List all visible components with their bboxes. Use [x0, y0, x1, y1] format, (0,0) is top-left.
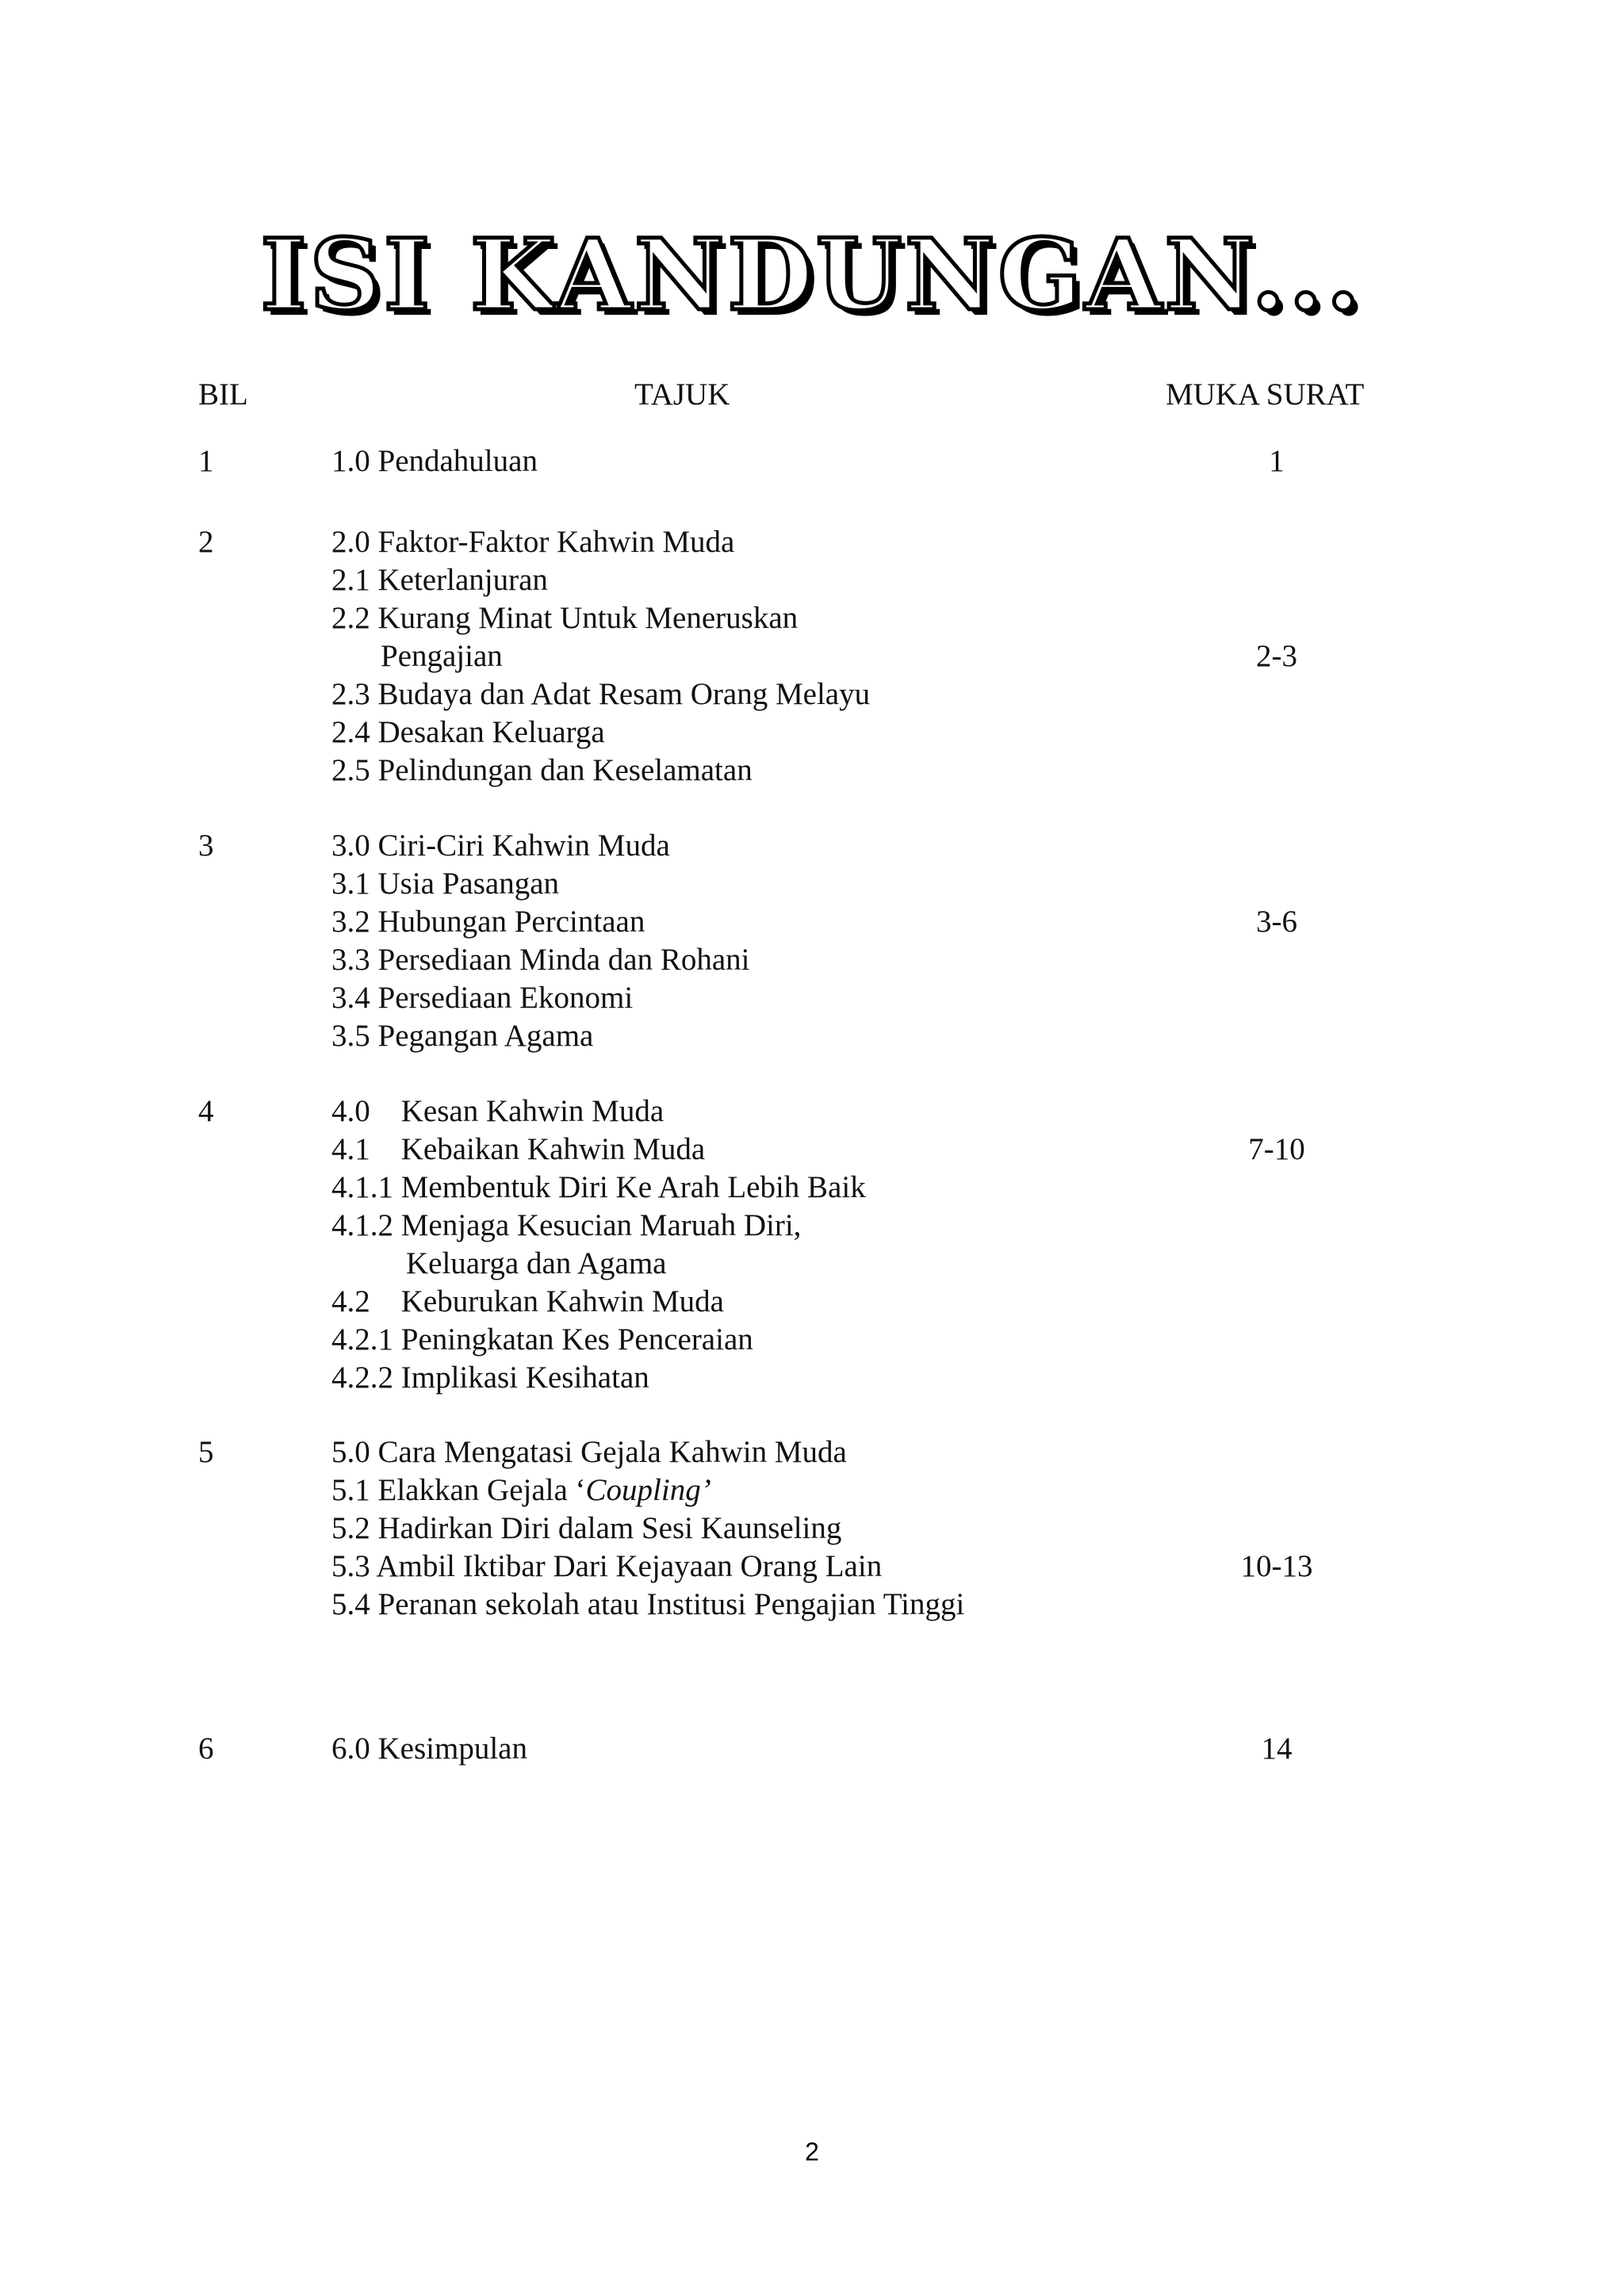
toc-bil-1: 1 [198, 444, 214, 478]
toc-page-3: 3-6 [1256, 905, 1297, 939]
toc-entry-4-0: 4.0 Kesan Kahwin Muda [331, 1094, 665, 1128]
toc-page-2: 2-3 [1256, 639, 1297, 673]
toc-entry-5-3: 5.3 Ambil Iktibar Dari Kejayaan Orang Lain [331, 1549, 883, 1583]
toc-entry-2-2: 2.2 Kurang Minat Untuk Meneruskan [331, 601, 799, 635]
toc-entry-4-1-2-cont: Keluarga dan Agama [406, 1246, 667, 1280]
toc-entry-3-5: 3.5 Pegangan Agama [331, 1019, 594, 1053]
toc-bil-2: 2 [198, 525, 214, 559]
toc-page-5: 10-13 [1240, 1549, 1313, 1583]
page-title: ISI KANDUNGAN... [260, 218, 1364, 333]
toc-page-6: 14 [1261, 1732, 1293, 1766]
toc-page-1: 1 [1269, 444, 1285, 478]
toc-entry-4-1-2: 4.1.2 Menjaga Kesucian Maruah Diri, [331, 1208, 802, 1242]
toc-entry-5-1-italic: Coupling’ [585, 1473, 711, 1507]
toc-entry-5-0: 5.0 Cara Mengatasi Gejala Kahwin Muda [331, 1435, 847, 1469]
toc-bil-6: 6 [198, 1732, 214, 1766]
toc-entry-2-2-cont: Pengajian [381, 639, 503, 673]
toc-entry-3-4: 3.4 Persediaan Ekonomi [331, 981, 634, 1015]
toc-entry-3-2: 3.2 Hubungan Percintaan [331, 905, 645, 939]
toc-bil-5: 5 [198, 1435, 214, 1469]
toc-entry-5-4: 5.4 Peranan sekolah atau Institusi Pengajian Tinggi [331, 1587, 965, 1621]
toc-entry-1-0: 1.0 Pendahuluan [331, 444, 538, 478]
toc-page-4: 7-10 [1248, 1132, 1305, 1166]
toc-bil-4: 4 [198, 1094, 214, 1128]
toc-entry-4-1: 4.1 Kebaikan Kahwin Muda [331, 1132, 706, 1166]
toc-entry-4-2: 4.2 Keburukan Kahwin Muda [331, 1284, 724, 1318]
header-bil: BIL [198, 377, 248, 411]
toc-entry-5-1 [331, 1471, 711, 1510]
toc-entry-3-1: 3.1 Usia Pasangan [331, 867, 560, 901]
toc-entry-4-2-2: 4.2.2 Implikasi Kesihatan [331, 1360, 649, 1395]
toc-entry-6-0: 6.0 Kesimpulan [331, 1732, 527, 1766]
toc-entry-3-0: 3.0 Ciri-Ciri Kahwin Muda [331, 828, 670, 863]
toc-entry-2-0: 2.0 Faktor-Faktor Kahwin Muda [331, 525, 735, 559]
toc-entry-2-5: 2.5 Pelindungan dan Keselamatan [331, 753, 753, 787]
header-muka-surat: MUKA SURAT [1166, 377, 1365, 411]
toc-entry-2-1: 2.1 Keterlanjuran [331, 563, 548, 597]
page-number: 2 [805, 2137, 819, 2166]
toc-entry-2-4: 2.4 Desakan Keluarga [331, 715, 605, 749]
toc-entry-4-1-1: 4.1.1 Membentuk Diri Ke Arah Lebih Baik [331, 1170, 866, 1204]
toc-bil-3: 3 [198, 828, 214, 863]
toc-entry-2-3: 2.3 Budaya dan Adat Resam Orang Melayu [331, 677, 871, 711]
toc-entry-5-1-text: 5.1 Elakkan Gejala ‘ [331, 1473, 586, 1507]
toc-entry-3-3: 3.3 Persediaan Minda dan Rohani [331, 943, 750, 977]
toc-entry-4-2-1: 4.2.1 Peningkatan Kes Penceraian [331, 1322, 753, 1357]
toc-entry-5-2: 5.2 Hadirkan Diri dalam Sesi Kaunseling [331, 1511, 842, 1545]
header-tajuk: TAJUK [634, 377, 730, 411]
